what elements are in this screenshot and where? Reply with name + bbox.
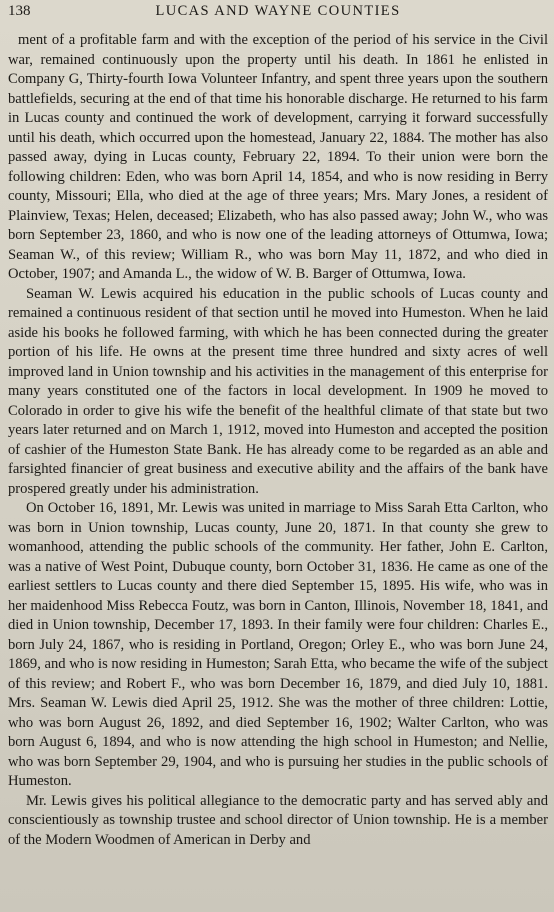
running-head: LUCAS AND WAYNE COUNTIES xyxy=(155,3,401,19)
paragraph-continued: ment of a profitable farm and with the exception of the period of his service in the Civil war, remained continuously upon the property until his death. In 1861 he enlisted in Company G, Thirty-fourth Iowa Volunteer Infantry, and spent three years upon the southern battlefields, securing at the end of that time his honorable discharge. He returned to his farm in Lucas county and continued the work of development, carrying it forward successfully until his death, which occurred upon the homestead, January 22, 1884. The mother has also passed away, dying in Lucas county, February 22, 1894. To their union were born the following children: Eden, who was born April 14, 1854, and who is now residing in Berry county, Missouri; Ella, who died at the age of three years; Mrs. Mary Jones, a resident of Plainview, Texas; Helen, deceased; Elizabeth, who has also passed away; John W., who was born September 23, 1860, and who is now one of the leading attorneys of Ottumwa, Iowa; Seaman W., of this review; William R., who was born May 11, 1872, and who died in October, 1907; and Amanda L., the widow of W. B. Barger of Ottumwa, Iowa. xyxy=(8,32,548,282)
page-header xyxy=(8,3,548,25)
page-body xyxy=(8,31,548,850)
paragraph-politics: Mr. Lewis gives his political allegiance to the democratic party and has served ably and conscientiously as township trustee and school director of Union township. He is a member of the Modern Woodmen of American in Derby and xyxy=(8,792,548,848)
page-number: 138 xyxy=(8,3,31,19)
paragraph-education: Seaman W. Lewis acquired his education in the public schools of Lucas county and remained a continuous resident of that section until he moved into Humeston. When he laid aside his books he followed farming, with which he has been connected during the greater portion of his life. He owns at the present time three hundred and sixty acres of well improved land in Union township and his activities in the management of this enterprise for many years constituted one of the factors in local development. In 1909 he moved to Colorado in order to give his wife the benefit of the healthful climate of that state but two years later returned and on March 1, 1912, moved into Humeston and accepted the position of cashier of the Humeston State Bank. He has already come to be regarded as an able and farsighted financier of great business and executive ability and the affairs of the bank have prospered greatly under his administration. xyxy=(8,285,548,497)
paragraph-marriage: On October 16, 1891, Mr. Lewis was united in marriage to Miss Sarah Etta Carlton, who was born in Union township, Lucas county, June 20, 1871. In that county she grew to womanhood, attending the public schools of the community. Her father, John E. Carlton, was a native of West Point, Dubuque county, born October 31, 1836. He came as one of the earliest settlers to Lucas county and there died September 15, 1895. His wife, who was in her maidenhood Miss Rebecca Foutz, was born in Canton, Illinois, November 18, 1841, and died in Union township, December 17, 1893. In their family were four children: Charles E., born July 24, 1867, who is residing in Portland, Oregon; Orley E., who was born June 24, 1869, and who is now residing in Humeston; Sarah Etta, who became the wife of the subject of this review; and Robert F., who was born December 16, 1879, and died July 10, 1881. Mrs. Seaman W. Lewis died April 25, 1912. She was the mother of three children: Lottie, who was born August 26, 1892, and died September 16, 1902; Walter Carlton, who was born August 6, 1894, and who is now attending the high school in Humeston; and Nellie, who was born September 29, 1904, and who is pursuing her studies in the public schools of Humeston. xyxy=(8,500,548,789)
